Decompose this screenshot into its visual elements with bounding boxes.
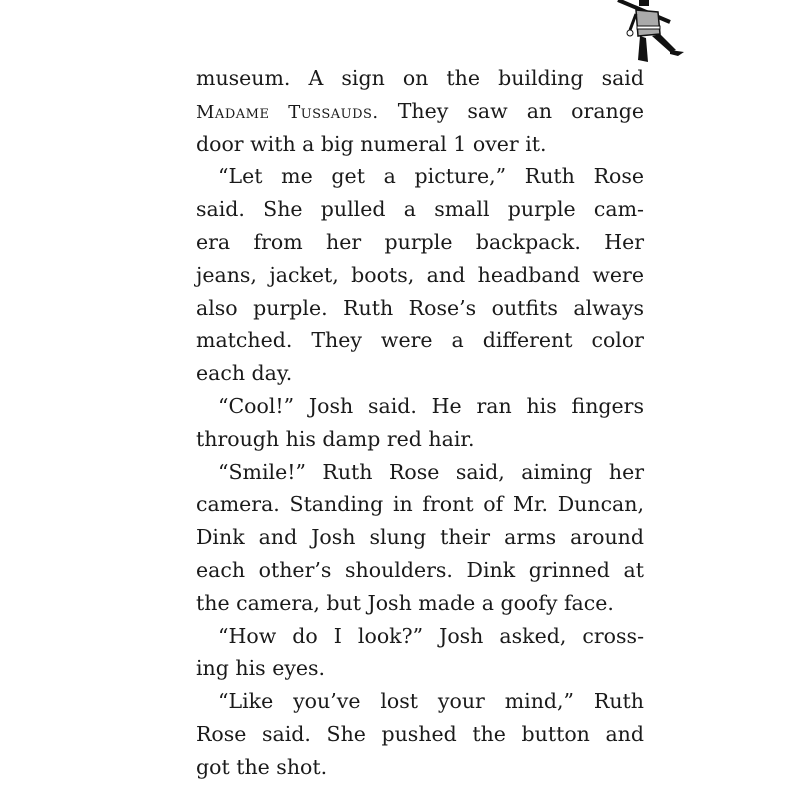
line-text: They saw an orange (378, 98, 644, 123)
text-line (196, 95, 644, 128)
text-line: got the shot. (196, 754, 328, 779)
text-line: museum. A sign on the building said (196, 66, 644, 90)
small-caps-sign-text: Madame Tussauds. (196, 101, 379, 123)
marching-guard-icon (612, 0, 692, 70)
text-line: Dink and Josh slung their arms around (196, 525, 644, 550)
text-line: each day. (196, 361, 293, 386)
text-line: each other’s shoulders. Dink grinned at (196, 557, 644, 582)
text-line: said. She pulled a small purple cam- (196, 197, 644, 222)
text-line: “Smile!” Ruth Rose said, aiming her (218, 459, 644, 484)
text-line: door with a big numeral 1 over it. (196, 131, 547, 156)
text-line: matched. They were a different color (196, 328, 644, 353)
text-line: era from her purple backpack. Her (196, 229, 644, 254)
book-page-text (196, 62, 644, 784)
text-line: the camera, but Josh made a goofy face. (196, 590, 614, 615)
text-line: camera. Standing in front of Mr. Duncan, (196, 492, 644, 517)
text-line: “Let me get a picture,” Ruth Rose (218, 164, 644, 189)
text-line: also purple. Ruth Rose’s outfits always (196, 295, 644, 320)
text-line: Rose said. She pushed the button and (196, 721, 644, 746)
text-line: through his damp red hair. (196, 426, 475, 451)
text-line: jeans, jacket, boots, and headband were (196, 262, 644, 287)
text-line: “How do I look?” Josh asked, cross- (218, 623, 644, 648)
text-line: ing his eyes. (196, 656, 326, 681)
text-line: “Cool!” Josh said. He ran his fingers (218, 393, 644, 418)
text-line: “Like you’ve lost your mind,” Ruth (218, 689, 644, 714)
